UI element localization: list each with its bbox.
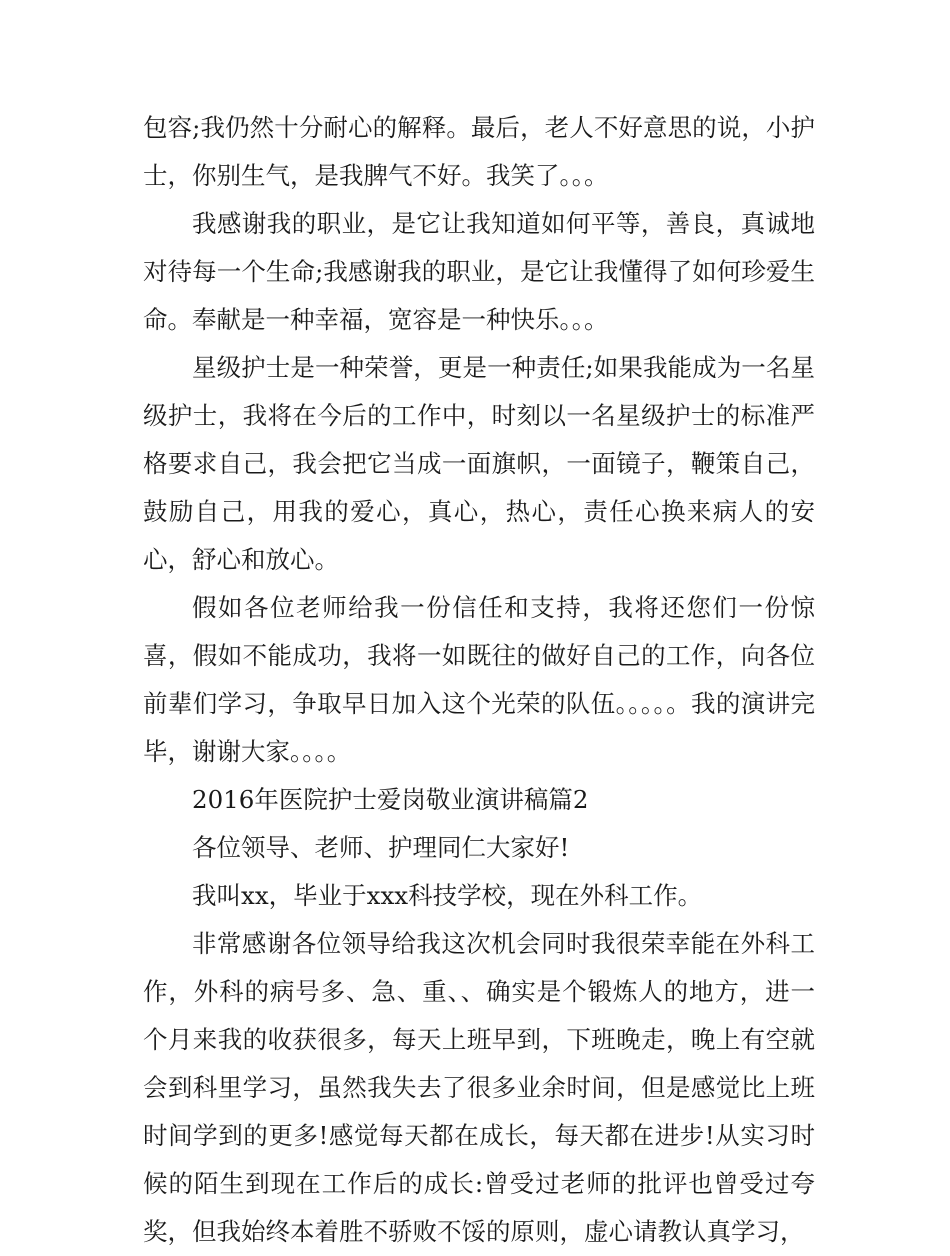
section-heading: 2016年医院护士爱岗敬业演讲稿篇2 xyxy=(192,785,589,814)
greeting: 各位领导、老师、护理同仁大家好! xyxy=(192,833,570,862)
paragraph-gratitude: 我感谢我的职业，是它让我知道如何平等，善良，真诚地对待每一个生命;我感谢我的职业，是它让我懂得了如何珍爱生命。奉献是一种幸福，宽容是一种快乐。。。 xyxy=(143,209,815,334)
document-page xyxy=(143,104,815,1256)
paragraph-continuation: 包容;我仍然十分耐心的解释。最后，老人不好意思的说，小护士，你别生气，是我脾气不好。我笑了。。。 xyxy=(143,113,815,190)
paragraph-experience: 非常感谢各位领导给我这次机会同时我很荣幸能在外科工作，外科的病号多、急、重、、确实是个锻炼人的地方，进一个月来我的收获很多，每天上班早到，下班晚走，晚上有空就会到科里学习，虽然我失去了很多业余时间，但是感觉比上班时间学到的更多!感觉每天都在成长，每天都在进步!从实习时候的陌生到现在工作后的成长:曾受过老师的批评也曾受过夸奖，但我始终本着胜不骄败不馁的原则，虚心请教认真学习， xyxy=(143,929,815,1246)
paragraph-star-nurse: 星级护士是一种荣誉，更是一种责任;如果我能成为一名星级护士，我将在今后的工作中，时刻以一名星级护士的标准严格要求自己，我会把它当成一面旗帜，一面镜子，鞭策自己，鼓励自己，用我的爱心，真心，热心，责任心换来病人的安心，舒心和放心。 xyxy=(143,353,815,574)
paragraph-closing: 假如各位老师给我一份信任和支持，我将还您们一份惊喜，假如不能成功，我将一如既往的做好自己的工作，向各位前辈们学习，争取早日加入这个光荣的队伍。。。。。我的演讲完毕，谢谢大家。。。。 xyxy=(143,593,815,766)
introduction: 我叫xx，毕业于xxx科技学校，现在外科工作。 xyxy=(192,881,703,910)
